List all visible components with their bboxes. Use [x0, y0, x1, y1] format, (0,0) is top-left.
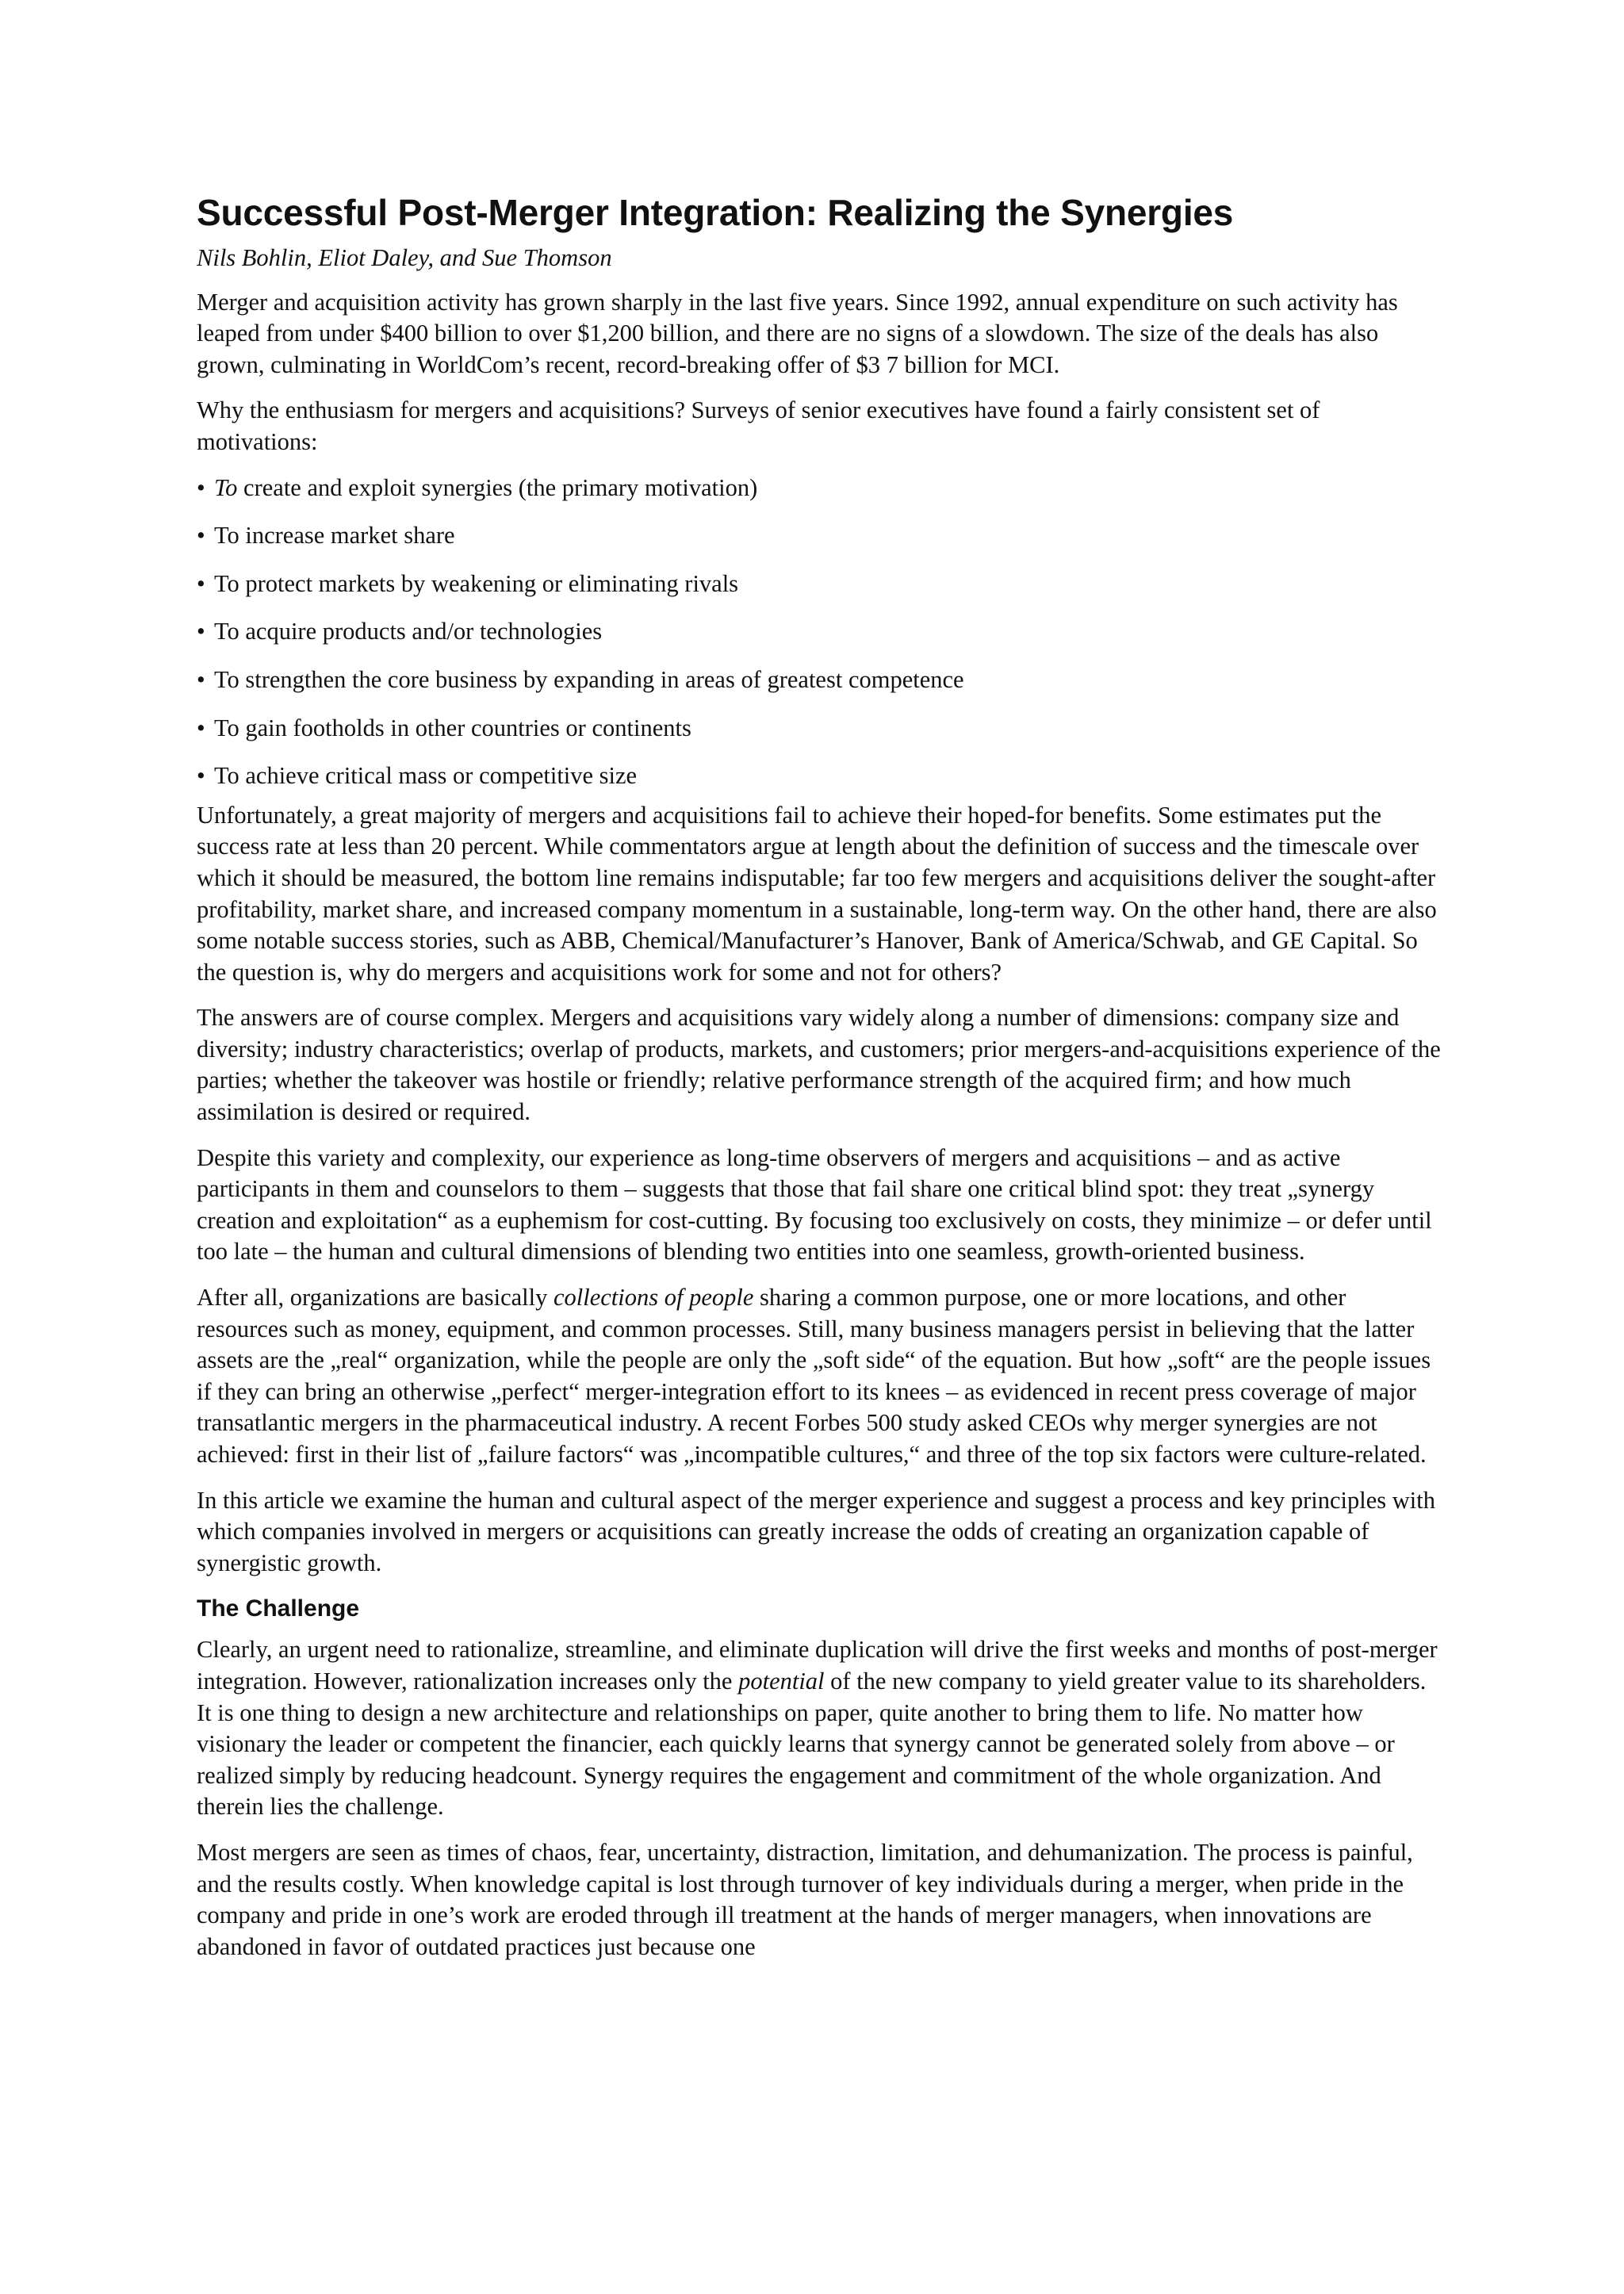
- list-item-text: To acquire products and/or technologies: [214, 618, 603, 645]
- list-item: [197, 713, 1442, 745]
- list-item-text: To gain footholds in other countries or continents: [214, 714, 691, 741]
- paragraph-clearly: Clearly, an urgent need to rationalize, streamline, and eliminate duplication will drive the first weeks and months of post-merger integration. However, rationalization increases only the potential of the new company to yield greater value to its shareholders. It is one thing to design a new architecture and relationships on paper, quite another to bring them to life. No matter how visionary the leader or competent the financier, each quickly learns that synergy cannot be generated solely from above – or realized simply by reducing headcount. Synergy requires the engagement and commitment of the whole organization. And therein lies the challenge.: [197, 1636, 1438, 1821]
- list-item: [197, 616, 1442, 648]
- paragraph-intro: Merger and acquisition activity has grown sharply in the last five years. Since 1992, annual expenditure on such activity has leaped from under $400 billion to over $1,200 billion, and there are no signs of a slowdown. The size of the deals has also grown, culminating in WorldCom’s recent, record-breaking offer of $3 7 billion for MCI.: [197, 288, 1398, 378]
- list-item: [197, 520, 1442, 552]
- bullet-icon: •: [197, 473, 205, 501]
- paragraph-despite: Despite this variety and complexity, our experience as long-time observers of mergers and acquisitions – and as active participants in them and counselors to them – suggests that those that fail share one critical blind spot: they treat „synergy creation and exploitation“ as a euphemism for cost-cutting. By focusing too exclusively on costs, they minimize – or defer until too late – the human and cultural dimensions of blending two entities into one seamless, growth-oriented business.: [197, 1143, 1432, 1266]
- list-item-text: To strengthen the core business by expanding in areas of greatest competence: [214, 665, 964, 693]
- bullet-icon: •: [197, 618, 205, 645]
- article-authors: Nils Bohlin, Eliot Daley, and Sue Thomson: [197, 244, 612, 271]
- bullet-icon: •: [197, 665, 205, 693]
- paragraph-answers: The answers are of course complex. Mergers and acquisitions vary widely along a number of dimensions: company size and diversity; industry characteristics; overlap of products, markets, and customers; prior mergers-and-acquisitions experience of the parties; whether the takeover was hostile or friendly; relative performance strength of the acquired firm; and how much assimilation is desired or required.: [197, 1004, 1441, 1126]
- list-item-text: To increase market share: [214, 522, 455, 550]
- paragraph-after-all: After all, organizations are basically collections of people sharing a common purpose, one or more locations, and other resources such as money, equipment, and common processes. Still, many business managers persist in believing that the latter assets are the „real“ organization, while the people are only the „soft side“ of the equation. But how „soft“ are the people issues if they can bring an otherwise „perfect“ merger-integration effort to its knees – as evidenced in recent press coverage of major transatlantic mergers in the pharmaceutical industry. A recent Forbes 500 study asked CEOs why merger synergies are not achieved: first in their list of „failure factors“ was „incompatible cultures,“ and three of the top six factors were culture-related.: [197, 1284, 1431, 1468]
- bullet-icon: •: [197, 762, 205, 790]
- emphasis-text: collections of people: [553, 1284, 754, 1312]
- list-item-text: create and exploit synergies (the primary motivation): [237, 473, 758, 501]
- list-item-lead: To: [214, 473, 238, 501]
- bullet-icon: •: [197, 569, 205, 597]
- paragraph-in-this-article: In this article we examine the human and cultural aspect of the merger experience and suggest a process and key principles with which companies involved in mergers or acquisitions can greatly increase the odds of creating an organization capable of synergistic growth.: [197, 1486, 1435, 1576]
- bullet-icon: •: [197, 522, 205, 550]
- bullet-icon: •: [197, 714, 205, 741]
- section-heading: The Challenge: [197, 1595, 360, 1622]
- document-page: [197, 190, 1442, 1977]
- list-item: [197, 473, 1442, 504]
- list-item: [197, 664, 1442, 696]
- motivations-list: [197, 473, 1442, 792]
- list-item-text: To achieve critical mass or competitive size: [214, 762, 638, 790]
- list-item: [197, 569, 1442, 600]
- list-item: [197, 760, 1442, 792]
- list-item-text: To protect markets by weakening or eliminating rivals: [214, 569, 739, 597]
- article-title: Successful Post-Merger Integration: Realizing the Synergies: [197, 192, 1234, 233]
- paragraph-unfortunately: Unfortunately, a great majority of mergers and acquisitions fail to achieve their hoped-for benefits. Some estimates put the success rate at less than 20 percent. While commentators argue at length about the definition of success and the timescale over which it should be measured, the bottom line remains indisputable; far too few mergers and acquisitions deliver the sought-after profitability, market share, and increased company momentum in a sustainable, long-term way. On the other hand, there are also some notable success stories, such as ABB, Chemical/Manufacturer’s Hanover, Bank of America/Schwab, and GE Capital. So the question is, why do mergers and acquisitions work for some and not for others?: [197, 801, 1437, 986]
- paragraph-why: Why the enthusiasm for mergers and acquisitions? Surveys of senior executives have found a fairly consistent set of motivations:: [197, 396, 1320, 455]
- paragraph-most-mergers: Most mergers are seen as times of chaos, fear, uncertainty, distraction, limitation, and dehumanization. The process is painful, and the results costly. When knowledge capital is lost through turnover of key individuals during a merger, when pride in the company and pride in one’s work are eroded through ill treatment at the hands of merger managers, when innovations are abandoned in favor of outdated practices just because one: [197, 1838, 1413, 1960]
- emphasis-text: potential: [738, 1667, 825, 1695]
